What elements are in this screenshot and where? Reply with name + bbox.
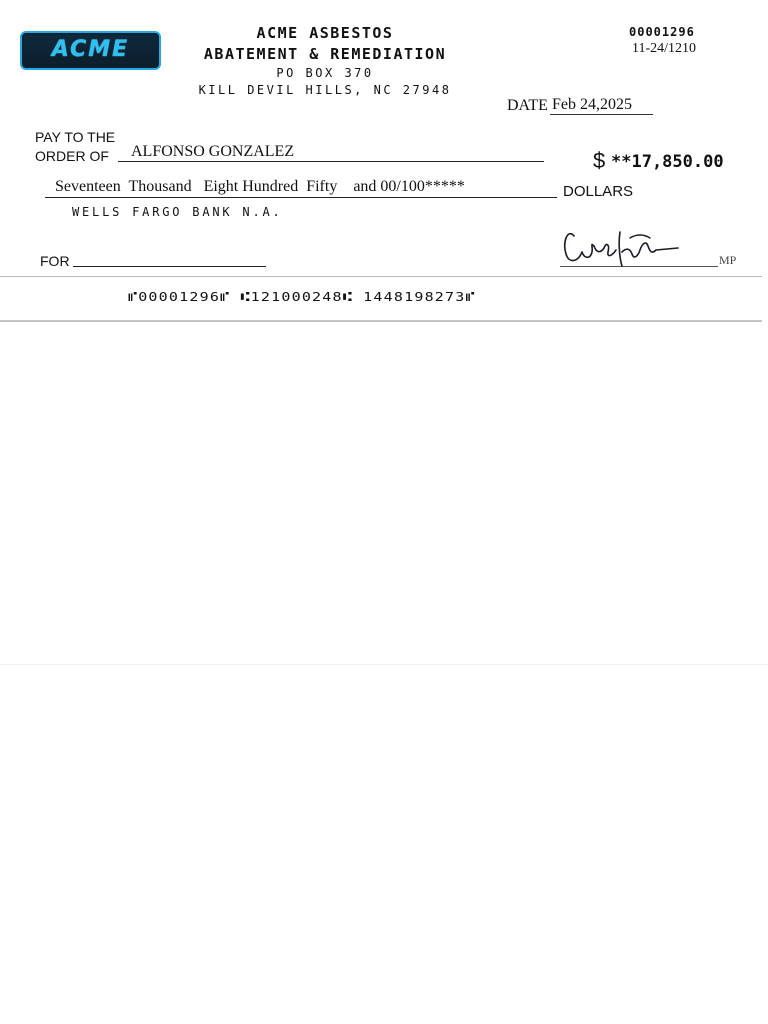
- micr-line: ⑈00001296⑈ ⑆121000248⑆ 1448198273⑈: [128, 289, 476, 305]
- date-value: Feb 24,2025: [550, 96, 653, 115]
- page-fold-line: [0, 664, 768, 665]
- check-number: 00001296: [629, 25, 695, 39]
- signature-initials: MP: [719, 253, 737, 267]
- memo-line: [73, 266, 266, 267]
- date-label: DATE: [507, 97, 548, 114]
- company-name-line2: ABATEMENT & REMEDIATION: [203, 45, 447, 63]
- pay-to-label-line1: PAY TO THE: [35, 129, 116, 145]
- check-bottom-edge: [0, 320, 762, 322]
- amount-numeric: **17,850.00: [611, 152, 724, 172]
- dollars-label: DOLLARS: [563, 183, 634, 200]
- payee-name: ALFONSO GONZALEZ: [118, 143, 544, 162]
- amount-in-words: Seventeen Thousand Eight Hundred Fifty and 00/100*****: [45, 177, 557, 198]
- pay-to-label-line2: ORDER OF: [35, 148, 109, 164]
- signature: [560, 222, 685, 272]
- logo-text: ACME: [51, 37, 130, 62]
- company-address-line1: PO BOX 370: [276, 66, 374, 80]
- company-address-line2: KILL DEVIL HILLS, NC 27948: [198, 83, 452, 97]
- company-logo: [20, 31, 161, 70]
- bank-name: WELLS FARGO BANK N.A.: [72, 205, 283, 219]
- memo-label: FOR: [40, 253, 70, 269]
- dollar-sign: $: [593, 148, 606, 173]
- company-name-line1: ACME ASBESTOS: [256, 24, 394, 42]
- check-divider: [0, 276, 762, 277]
- routing-fraction: 11-24/1210: [632, 41, 697, 56]
